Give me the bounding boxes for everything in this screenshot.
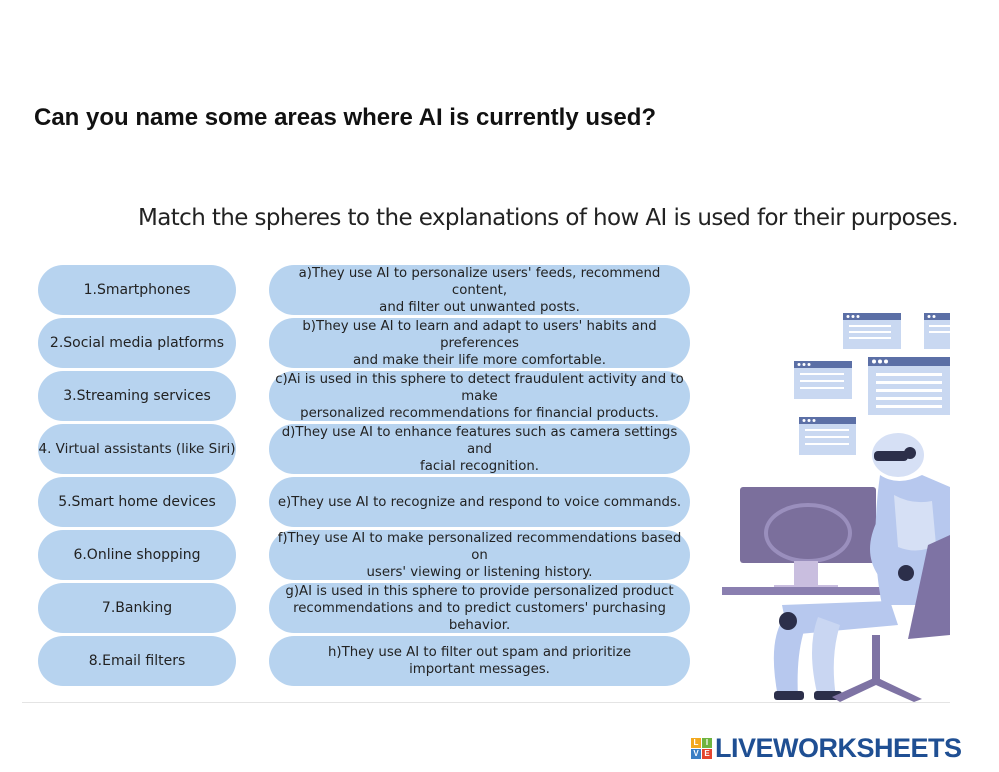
explanation-b-line2: and make their life more comfortable.: [353, 352, 606, 368]
explanation-f: [269, 530, 690, 580]
explanation-e-line1: e)They use AI to recognize and respond to voice commands.: [277, 494, 682, 510]
floating-window-icon: [794, 361, 852, 399]
worksheet-image: [22, 190, 959, 703]
monitor-icon: [740, 487, 876, 591]
explanation-b-line1: b)They use AI to learn and adapt to users' habits and preferences: [302, 318, 657, 351]
explanation-c: [269, 371, 690, 421]
brand-letter: L: [691, 738, 701, 748]
floating-window-icon: [799, 417, 856, 455]
sphere-item-3: 3.Streaming services: [38, 371, 236, 421]
explanation-a-line1: a)They use AI to personalize users' feeds, recommend content,: [298, 265, 661, 298]
explanation-f-line1: f)They use AI to make personalized recommendations based on: [277, 530, 682, 563]
sphere-item-6: 6.Online shopping: [38, 530, 236, 580]
explanation-g-line1: g)AI is used in this sphere to provide personalized product: [285, 583, 674, 599]
explanation-h: [269, 636, 690, 686]
robot-illustration: [722, 305, 950, 702]
brand-letter: I: [702, 738, 712, 748]
explanation-g: [269, 583, 690, 633]
brand-mark-icon: [691, 738, 712, 759]
explanation-d-line1: d)They use AI to enhance features such as camera settings and: [281, 424, 678, 457]
explanation-h-line1: h)They use AI to filter out spam and prioritize: [327, 645, 632, 660]
explanation-e: [269, 477, 690, 527]
explanation-h-line2: important messages.: [409, 662, 550, 677]
floating-window-icon: [924, 313, 950, 349]
brand-letter: E: [702, 749, 712, 759]
sphere-item-5: 5.Smart home devices: [38, 477, 236, 527]
sphere-item-4: 4. Virtual assistants (like Siri): [38, 424, 236, 474]
explanation-g-line2: recommendations and to predict customers' purchasing behavior.: [293, 600, 666, 633]
explanation-d: [269, 424, 690, 474]
brand-letter: V: [691, 749, 701, 759]
sphere-item-8: 8.Email filters: [38, 636, 236, 686]
floating-window-icon: [843, 313, 901, 349]
brand-name: LIVEWORKSHEETS: [715, 733, 962, 763]
explanation-d-line2: facial recognition.: [420, 458, 539, 474]
explanation-c-line1: c)Ai is used in this sphere to detect fraudulent activity and to make: [275, 371, 684, 404]
explanation-b: [269, 318, 690, 368]
liveworksheets-logo: [691, 733, 962, 764]
sphere-item-2: 2.Social media platforms: [38, 318, 236, 368]
instruction-text: Match the spheres to the explanations of how AI is used for their purposes.: [138, 205, 959, 231]
sphere-item-1: 1.Smartphones: [38, 265, 236, 315]
floating-window-icon: [868, 357, 950, 415]
explanation-a: [269, 265, 690, 315]
explanation-f-line2: users' viewing or listening history.: [366, 564, 593, 580]
sphere-item-7: 7.Banking: [38, 583, 236, 633]
explanation-a-line2: and filter out unwanted posts.: [379, 299, 580, 315]
explanation-c-line2: personalized recommendations for financial products.: [300, 405, 659, 421]
question-heading: Can you name some areas where AI is currently used?: [34, 104, 657, 131]
